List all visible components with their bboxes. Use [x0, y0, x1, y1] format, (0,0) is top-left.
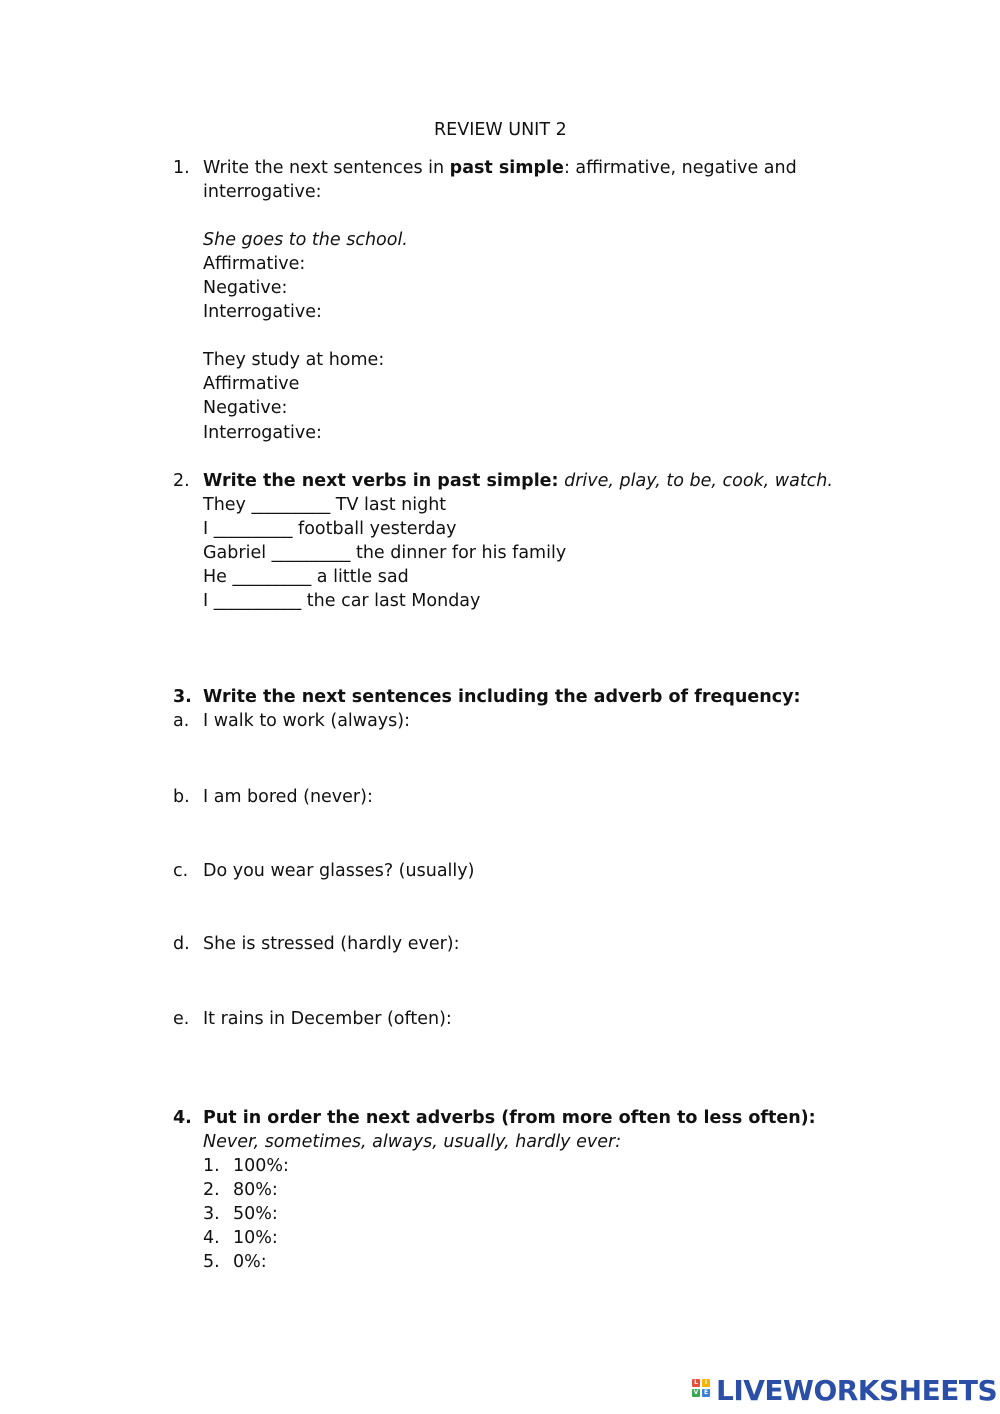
q3-item-letter: a.: [173, 711, 190, 731]
q1-s1-affirmative: Affirmative:: [203, 254, 306, 274]
q4-item-text: 80%:: [233, 1180, 278, 1200]
logo-text: LIVEWORKSHEETS: [716, 1374, 998, 1407]
q3-item-text: I am bored (never):: [203, 787, 373, 807]
page-title: REVIEW UNIT 2: [434, 120, 567, 140]
q3-item-text: She is stressed (hardly ever):: [203, 934, 460, 954]
q1-s2-affirmative: Affirmative: [203, 374, 300, 394]
q4-item-number: 5.: [203, 1252, 220, 1272]
q3-item-letter: b.: [173, 787, 190, 807]
q3-item-text: It rains in December (often):: [203, 1009, 452, 1029]
q2-line: He _________ a little sad: [203, 567, 409, 587]
q1-instruction: [203, 156, 797, 180]
logo-tile: I: [702, 1379, 710, 1387]
logo-tile: E: [703, 1389, 709, 1396]
liveworksheets-logo: [692, 1374, 998, 1408]
q2-line: I __________ the car last Monday: [203, 591, 481, 611]
q4-item-number: 4.: [203, 1228, 220, 1248]
q1-s1-negative: Negative:: [203, 278, 288, 298]
q1-instruction-cont: interrogative:: [203, 182, 322, 202]
q2-head: Write the next verbs in past simple:: [203, 471, 559, 491]
q3-item-letter: c.: [173, 861, 189, 881]
q1-text-b: past simple: [449, 158, 564, 178]
q4-item-number: 1.: [203, 1156, 220, 1176]
q4-number: 4.: [173, 1108, 192, 1128]
q1-sentence-1: She goes to the school.: [203, 230, 408, 250]
logo-tile: L: [692, 1379, 700, 1387]
q2-line: They _________ TV last night: [203, 495, 447, 515]
q1-s2-interrogative: Interrogative:: [203, 423, 322, 443]
q1-text-c: : affirmative, negative and: [563, 158, 797, 178]
q4-item-text: 50%:: [233, 1204, 278, 1224]
q3-instruction: Write the next sentences including the adverb of frequency:: [203, 687, 801, 707]
q3-number: 3.: [173, 687, 192, 707]
q4-item-number: 2.: [203, 1180, 220, 1200]
q4-item-text: 10%:: [233, 1228, 278, 1248]
q2-verbs: drive, play, to be, cook, watch.: [558, 471, 833, 491]
q1-s1-interrogative: Interrogative:: [203, 302, 322, 322]
q4-item-number: 3.: [203, 1204, 220, 1224]
q3-item-text: I walk to work (always):: [203, 711, 411, 731]
q1-number: 1.: [173, 158, 190, 178]
q1-text-a: Write the next sentences in: [203, 158, 450, 178]
q2-instruction: [203, 469, 833, 493]
logo-tiles-icon: [692, 1379, 712, 1405]
q1-sentence-2: They study at home:: [203, 350, 385, 370]
q4-item-text: 0%:: [233, 1252, 267, 1272]
q2-line: Gabriel _________ the dinner for his family: [203, 543, 567, 563]
q2-line: I _________ football yesterday: [203, 519, 457, 539]
q3-item-letter: e.: [173, 1009, 190, 1029]
q3-item-text: Do you wear glasses? (usually): [203, 861, 475, 881]
q4-adverbs: Never, sometimes, always, usually, hardly ever:: [203, 1132, 622, 1152]
q3-item-letter: d.: [173, 934, 190, 954]
q4-item-text: 100%:: [233, 1156, 289, 1176]
q4-instruction: Put in order the next adverbs (from more often to less often):: [203, 1108, 816, 1128]
q1-s2-negative: Negative:: [203, 398, 288, 418]
q2-number: 2.: [173, 471, 190, 491]
logo-tile: V: [693, 1389, 699, 1396]
